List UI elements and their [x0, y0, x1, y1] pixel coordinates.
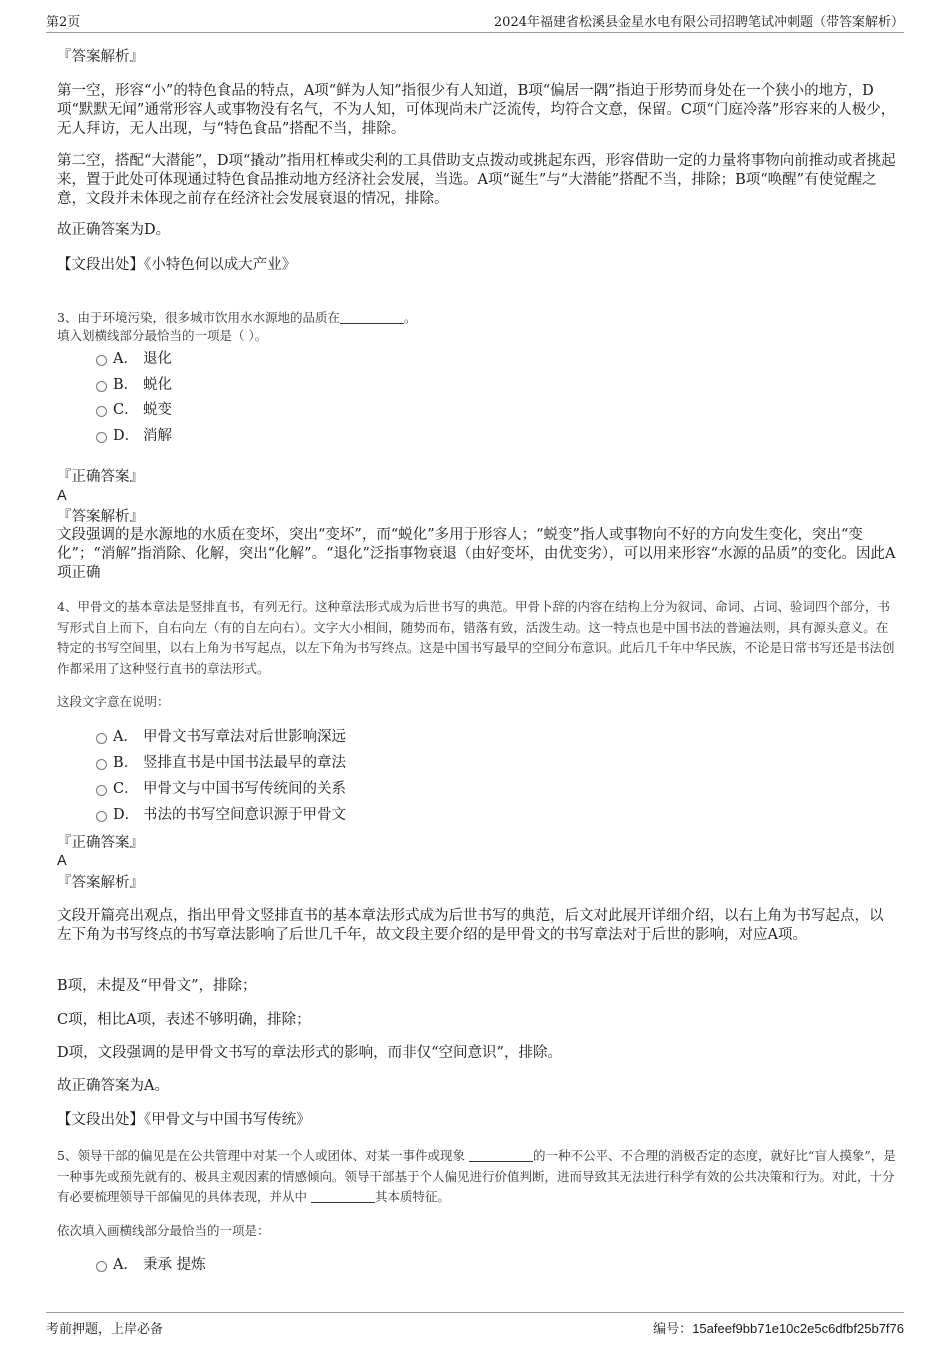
q4-analysis-p4: D项，文段强调的是甲骨文书写的章法形式的影响，而非仅“空间意识”，排除。 [57, 1045, 562, 1061]
footer-slogan: 考前押题，上岸必备 [46, 1322, 164, 1337]
q2-source: 【文段出处】《小特色何以成大产业》 [57, 257, 297, 273]
q3-option-c[interactable]: C． 蜕变 [96, 401, 172, 420]
q3-analysis-label: 『答案解析』 [57, 509, 144, 525]
radio-icon[interactable] [96, 1261, 107, 1272]
blank-line [340, 311, 404, 324]
q3-analysis: 文段强调的是水源地的水质在变坏，突出“变坏”，而“蜕化”多用于形容人；“蜕变”指人或事物向不好的方向发生变化，突出“变化”；“消解”指消除、化解，突出“化解”。“退化”泛指事物衰退（由好变坏，由优变劣），可以用来形容“水源的品质”的变化。因此A项正确 [57, 527, 896, 581]
q4-analysis-p3: C项，相比A项，表述不够明确，排除； [57, 1012, 311, 1028]
radio-icon[interactable] [96, 733, 107, 744]
q4-option-a[interactable]: A． 甲骨文书写章法对后世影响深远 [96, 728, 346, 747]
q4-analysis-p1: 文段开篇亮出观点，指出甲骨文竖排直书的基本章法形式成为后世书写的典范，后文对此展开详细介绍，以右上角为书写起点，以左下角为书写终点的书写章法影响了后世几千年，故文段主要介绍的是甲骨文的书写章法对于后世的影响，对应A项。 [57, 908, 884, 943]
page-footer [46, 1312, 904, 1337]
q4-conclusion: 故正确答案为A。 [57, 1078, 169, 1094]
q4-source: 【文段出处】《甲骨文与中国书写传统》 [57, 1112, 311, 1128]
q4-answer-label: 『正确答案』 [57, 835, 144, 851]
q4-analysis-p2: B项，未提及“甲骨文”，排除； [57, 978, 257, 994]
q4-option-d[interactable]: D． 书法的书写空间意识源于甲骨文 [96, 806, 346, 825]
q2-analysis-p1: 第一空，形容“小”的特色食品的特点，A项“鲜为人知”指很少有人知道，B项“偏居一隅”指迫于形势而身处在一个狭小的地方，D项“默默无闻”通常形容人或事物没有名气，不为人知，可体现尚未广泛流传，均符合文意，保留。C项“门庭冷落”形容来的人极少，无人拜访，无人出现，与“特色食品”搭配不当，排除。 [57, 83, 896, 137]
q5-option-a[interactable]: A． 秉承 提炼 [96, 1256, 206, 1275]
q4-instruction: 这段文字意在说明： [57, 694, 170, 709]
radio-icon[interactable] [96, 759, 107, 770]
radio-icon[interactable] [96, 811, 107, 822]
page-header [46, 0, 904, 33]
q5-instruction: 依次填入画横线部分最恰当的一项是： [57, 1223, 270, 1238]
q2-conclusion: 故正确答案为D。 [57, 222, 171, 238]
q3-option-a[interactable]: A． 退化 [96, 350, 172, 369]
q3-option-b[interactable]: B． 蜕化 [96, 376, 172, 395]
document-title: 2024年福建省松溪县金星水电有限公司招聘笔试冲刺题（带答案解析） [493, 15, 904, 30]
q2-analysis-p2: 第二空，搭配“大潜能”，D项“撬动”指用杠棒或尖利的工具借助支点拨动或挑起东西，形容借助一定的力量将事物向前推动或者挑起来，置于此处可体现通过特色食品推动地方经济社会发展，当选。A项“诞生”与“大潜能”搭配不当，排除；B项“唤醒”有使觉醒之意，文段并未体现之前存在经济社会发展衰退的情况，排除。 [57, 153, 896, 207]
q4-answer: A [57, 853, 67, 869]
radio-icon[interactable] [96, 432, 107, 443]
page-number: 第2页 [46, 15, 81, 30]
radio-icon[interactable] [96, 785, 107, 796]
q3-stem: 3、由于环境污染，很多城市饮用水水源地的品质在 。 [57, 310, 417, 325]
q3-answer-label: 『正确答案』 [57, 469, 144, 485]
blank-line [311, 1190, 375, 1203]
q5-stem: 5、领导干部的偏见是在公共管理中对某一个人或团体、对某一事件或现象 的一种不公平、不合理的消极否定的态度，就好比“盲人摸象”，是一种事先或预先就有的、极具主观因素的情感倾向。领导干部基于个人偏见进行价值判断，进而导致其无法进行科学有效的公共决策和行为。对此，十分有必要梳理领导干部偏见的具体表现，并从中 其本质特征。 [57, 1148, 896, 1204]
q4-stem: 4、甲骨文的基本章法是竖排直书，有列无行。这种章法形式成为后世书写的典范。甲骨卜辞的内容在结构上分为叙词、命词、占词、验词四个部分，书写形式自上而下，自右向左（有的自左向右）。文字大小相间，随势而布，错落有致，活泼生动。这一特点也是中国书法的普遍法则，具有源头意义。在特定的书写空间里，以右上角为书写起点，以左下角为书写终点。这是中国书写最早的空间分布意识。此后几千年中华民族，不论是日常书写还是书法创作都采用了这种竖行直书的章法形式。 [57, 599, 895, 676]
document-code: 编号：15afeef9bb71e10c2e5c6dfbf25b7f76 [653, 1321, 904, 1337]
q4-option-c[interactable]: C． 甲骨文与中国书写传统间的关系 [96, 780, 346, 799]
q2-analysis-label: 『答案解析』 [57, 49, 144, 65]
radio-icon[interactable] [96, 355, 107, 366]
radio-icon[interactable] [96, 381, 107, 392]
q3-option-d[interactable]: D． 消解 [96, 427, 172, 446]
q4-analysis-label: 『答案解析』 [57, 875, 144, 891]
q4-option-b[interactable]: B． 竖排直书是中国书法最早的章法 [96, 754, 346, 773]
radio-icon[interactable] [96, 406, 107, 417]
q3-answer: A [57, 488, 67, 504]
blank-line [469, 1149, 533, 1162]
q3-instruction: 填入划横线部分最恰当的一项是（ ）。 [57, 328, 268, 343]
